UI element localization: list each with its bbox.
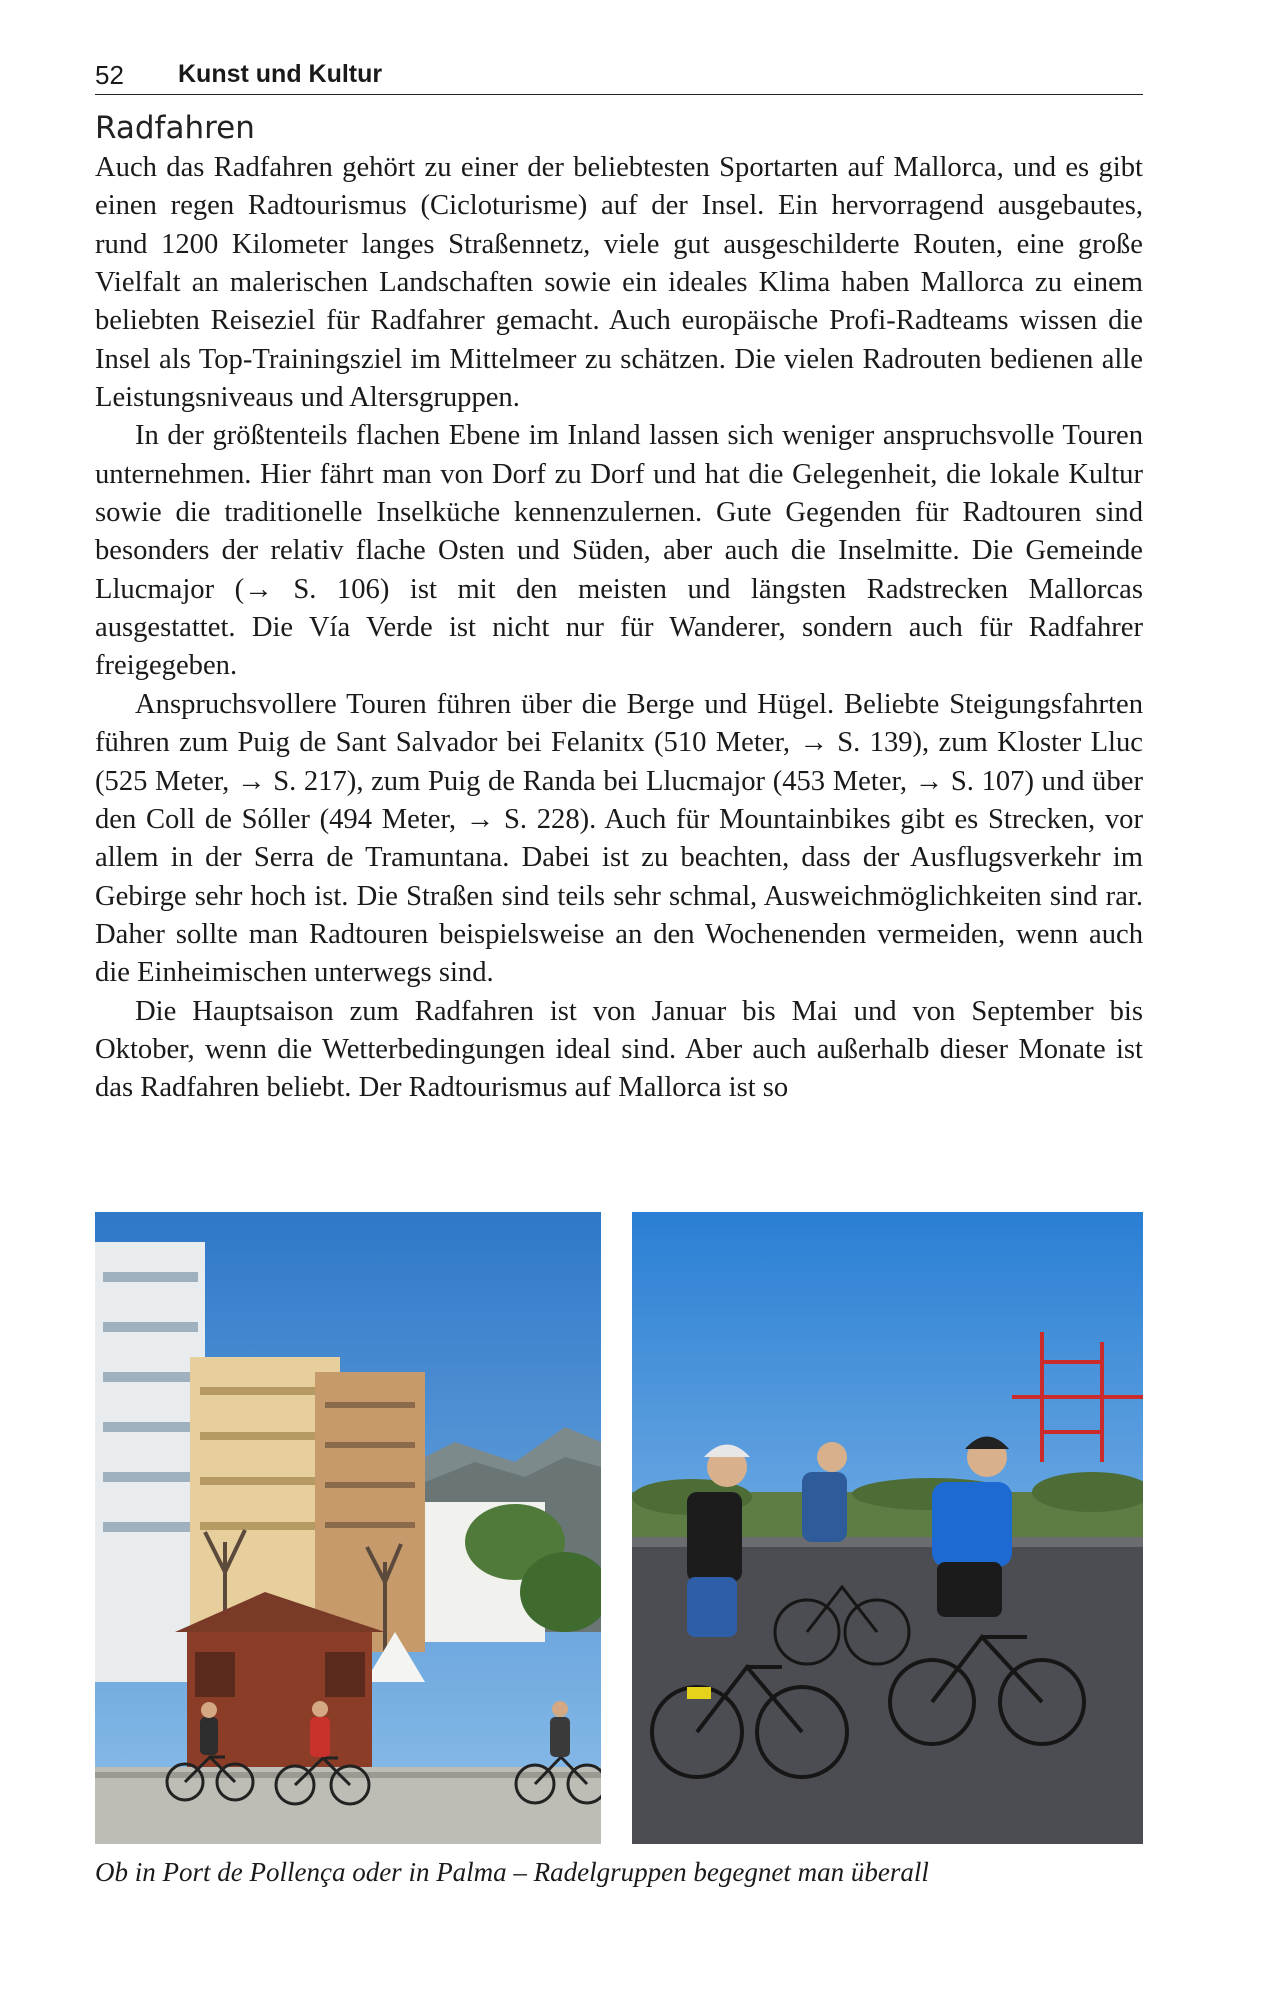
figure-caption: Ob in Port de Pollença oder in Palma – Radelgruppen begegnet man überall xyxy=(95,1857,929,1887)
photo-palma-illustration xyxy=(632,1212,1143,1844)
paragraph: Auch das Radfahren gehört zu einer der beliebtesten Sportarten auf Mallorca, und es gibt einen regen Radtourismus (Cicloturisme) auf der Insel. Ein hervorragend ausgebautes, rund 1200 Kilometer langes Straßennetz, viele gut ausgeschilderte Routen, eine große Vielfalt an malerischen Landschaften sowie ein ideales Klima haben Mallorca zu einem beliebten Reiseziel für Radfahrer gemacht. Auch europäische Profi-Radteams wissen die Insel als Top-Trainingsziel im Mittelmeer zu schätzen. Die vielen Radrouten bedienen alle Leistungsniveaus und Altersgruppen. xyxy=(95,152,1143,414)
article-heading: Radfahren xyxy=(95,110,255,146)
page-number: 52 xyxy=(95,60,124,90)
running-head xyxy=(95,58,1143,95)
paragraph: Anspruchsvollere Touren führen über die Berge und Hügel. Beliebte Steigungsfahrten führen zum Puig de Sant Salvador bei Felanitx (510 Meter, → S. 139), zum Kloster Lluc (525 Meter, → S. 217), zum Puig de Randa bei Llucmajor (453 Meter, → S. 107) und über den Coll de Sóller (494 Meter, → S. 228). Auch für Mountainbikes gibt es Strecken, vor allem in der Serra de Tramuntana. Dabei ist zu beachten, dass der Ausflugsverkehr im Gebirge sehr hoch ist. Die Straßen sind teils sehr schmal, Ausweichmöglichkeiten sind rar. Daher sollte man Radtouren beispielsweise an den Wochenenden vermeiden, wenn auch die Einheimischen unterwegs sind. xyxy=(95,688,1143,989)
photo-palma xyxy=(632,1212,1143,1844)
paragraph: Die Hauptsaison zum Radfahren ist von Januar bis Mai und von September bis Oktober, wenn die Wetterbedingungen ideal sind. Aber auch außerhalb dieser Monate ist das Radfahren beliebt. Der Radtourismus auf Mallorca ist so xyxy=(95,995,1143,1104)
photo-port-de-pollenca-illustration xyxy=(95,1212,601,1844)
photo-port-de-pollenca xyxy=(95,1212,601,1844)
paragraph: In der größtenteils flachen Ebene im Inland lassen sich weniger anspruchsvolle Touren unternehmen. Hier fährt man von Dorf zu Dorf und hat die Gelegenheit, die lokale Kultur sowie die traditionelle Inselküche kennenzulernen. Gute Gegenden für Radtouren sind besonders der relativ flache Osten und Süden, aber auch die Inselmitte. Die Gemeinde Llucmajor (→ S. 106) ist mit den meisten und längsten Radstrecken Mallorcas ausgestattet. Die Vía Verde ist nicht nur für Wanderer, sondern auch für Radfahrer freigegeben. xyxy=(95,420,1143,682)
article-body xyxy=(95,149,1143,1108)
section-title: Kunst und Kultur xyxy=(178,60,383,88)
